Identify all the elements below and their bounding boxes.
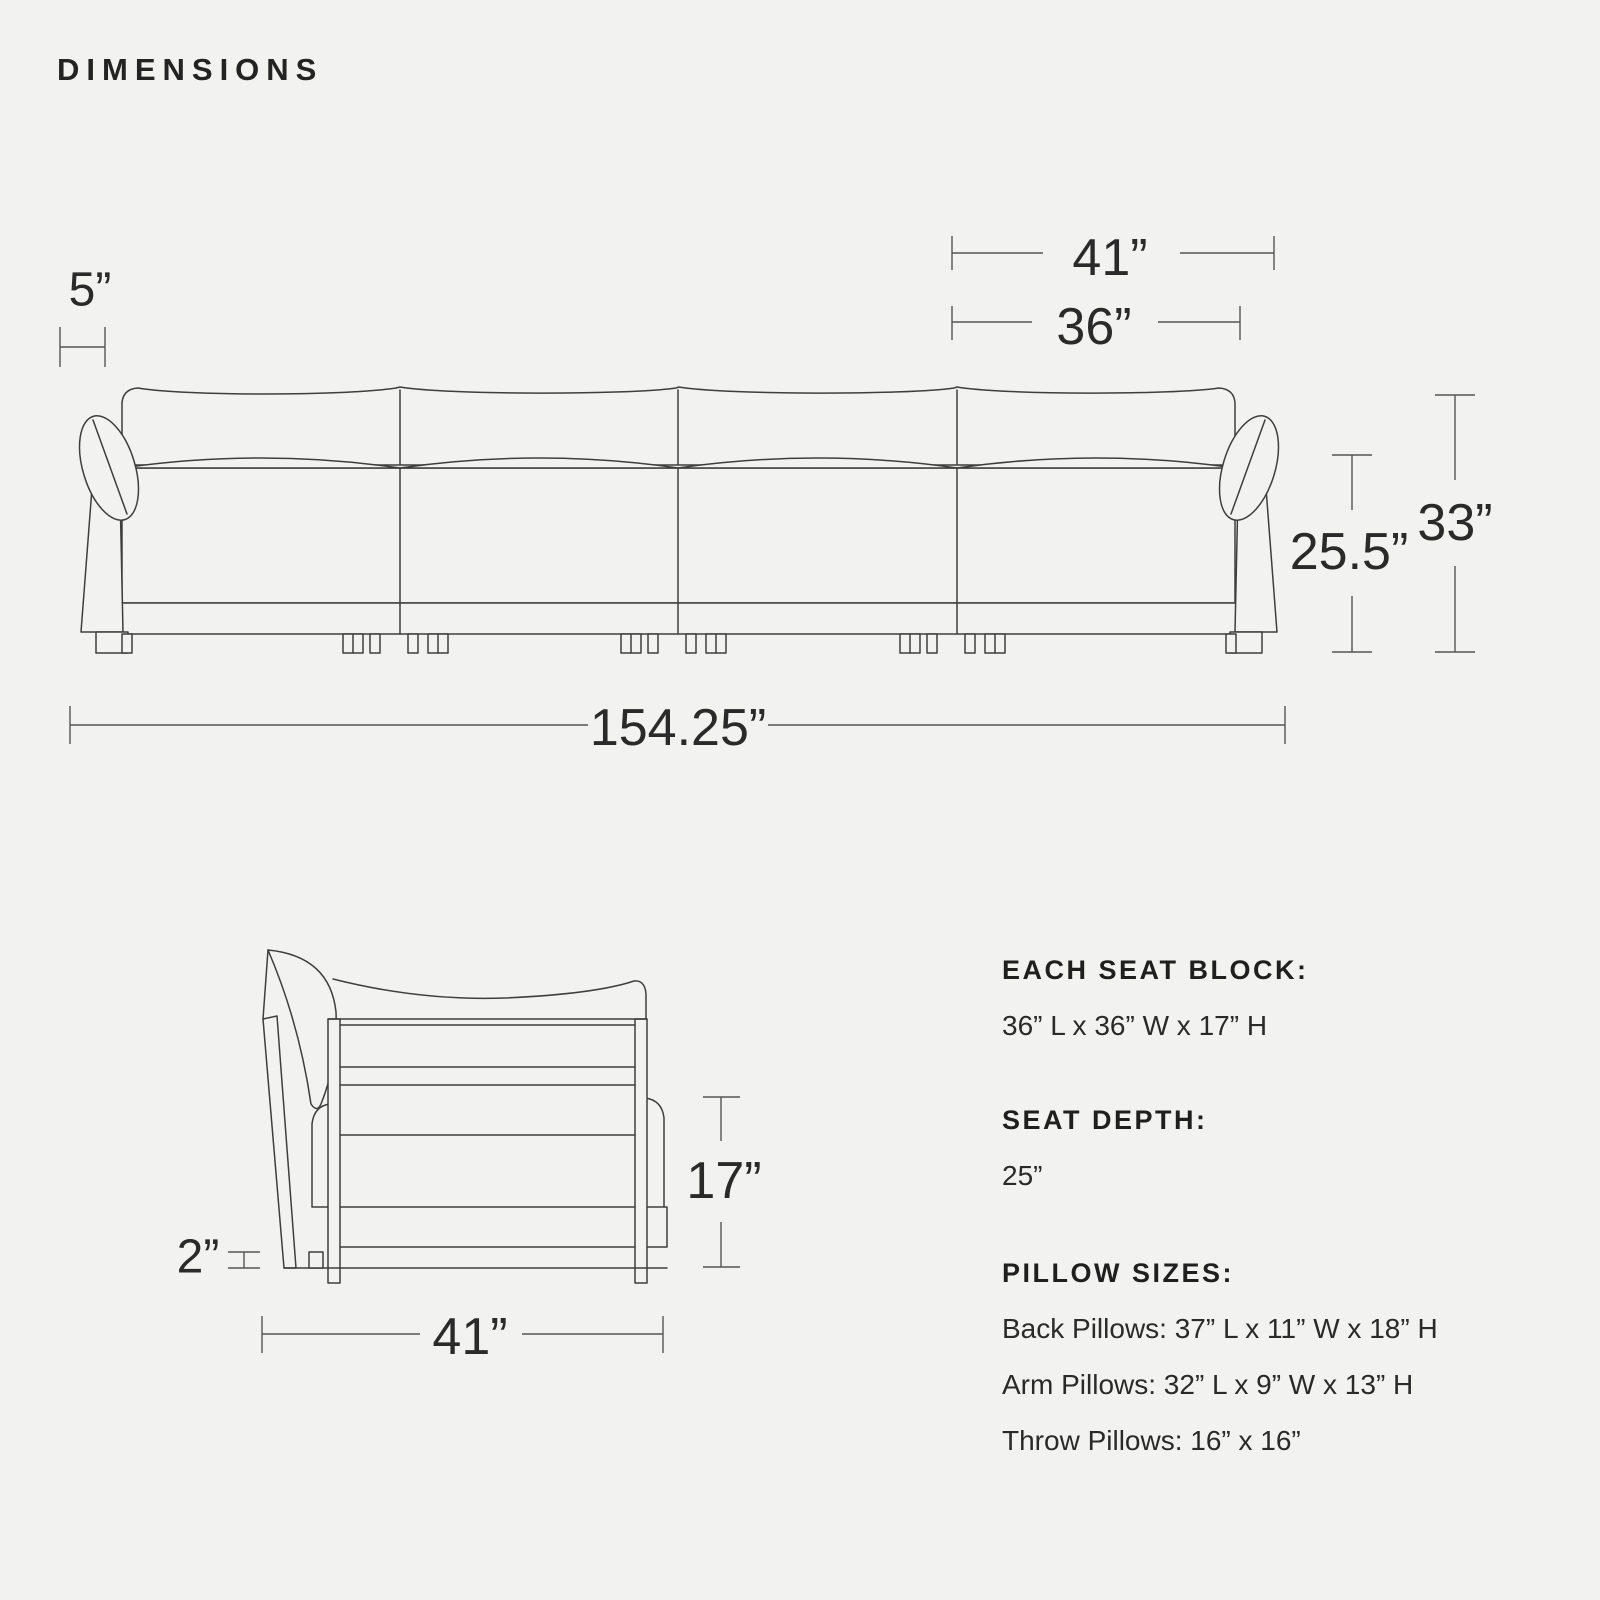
dim-overall-depth (262, 1308, 663, 1366)
front-legs (122, 634, 1236, 653)
page-title: DIMENSIONS (57, 52, 324, 87)
dim-overall-width-label: 154.25” (589, 699, 767, 757)
spec-heading: SEAT DEPTH: (1002, 1105, 1208, 1135)
spec-line: 25” (1002, 1160, 1043, 1191)
spec-seat-block (1002, 955, 1309, 1066)
side-rear-post (635, 1019, 647, 1283)
dim-end-module-width (952, 229, 1274, 287)
side-back-foot (309, 1252, 323, 1268)
dim-leg-height (177, 1231, 260, 1284)
dim-seat-block-height-label: 17” (686, 1152, 762, 1210)
dim-seat-back-height-label: 25.5” (1289, 523, 1409, 581)
spec-heading: EACH SEAT BLOCK: (1002, 955, 1309, 985)
front-view-drawing (68, 387, 1289, 653)
dim-arm-width (60, 264, 111, 368)
side-top-cushion (333, 979, 646, 1019)
spec-heading: PILLOW SIZES: (1002, 1258, 1234, 1288)
spec-line: Back Pillows: 37” L x 11” W x 18” H (1002, 1313, 1438, 1344)
side-arm-base (645, 1207, 667, 1247)
dim-end-module-width-label: 41” (1072, 229, 1148, 287)
dim-seat-back-height (1290, 455, 1409, 652)
side-back-pillow-edge (263, 950, 268, 1019)
dim-arm-width-label: 5” (68, 263, 112, 317)
side-front-post (328, 1019, 340, 1283)
spec-pillow-sizes (1002, 1258, 1438, 1481)
side-frame-rails (284, 1019, 667, 1268)
spec-line: Arm Pillows: 32” L x 9” W x 13” H (1002, 1369, 1414, 1400)
dim-leg-height-label: 2” (176, 1230, 220, 1284)
dim-seat-module-width-label: 36” (1056, 298, 1132, 356)
dim-seat-module-width (952, 298, 1240, 356)
spec-seat-depth (1002, 1105, 1208, 1216)
side-view-drawing (263, 950, 667, 1283)
base-rail (100, 603, 1258, 634)
dim-seat-block-height (686, 1097, 761, 1267)
dim-overall-depth-label: 41” (432, 1308, 508, 1366)
dim-overall-width (70, 699, 1285, 757)
spec-line: Throw Pillows: 16” x 16” (1002, 1425, 1301, 1456)
dim-overall-height (1417, 395, 1492, 652)
side-back-panel (263, 1016, 296, 1268)
dim-overall-height-label: 33” (1417, 494, 1493, 552)
spec-line: 36” L x 36” W x 17” H (1002, 1010, 1268, 1041)
